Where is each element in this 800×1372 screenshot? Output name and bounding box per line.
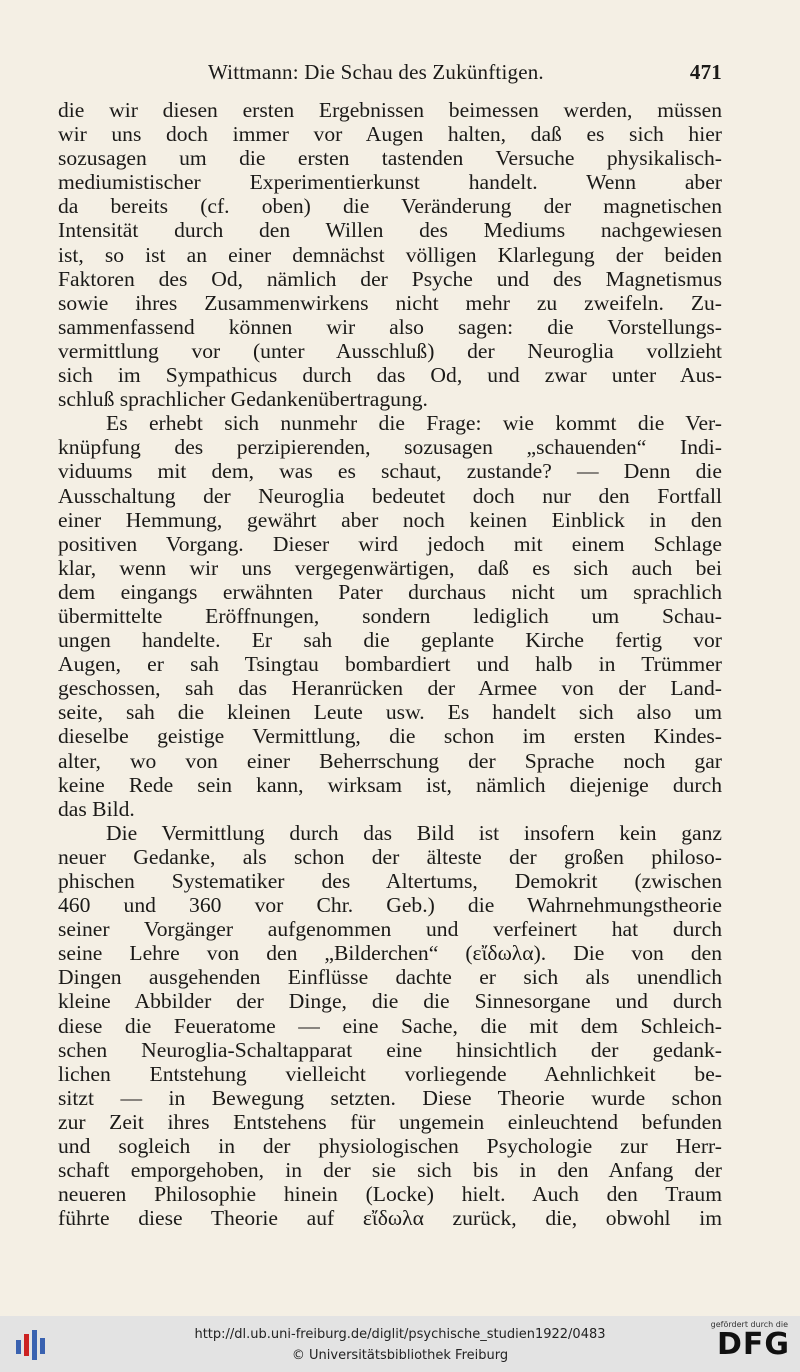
- text-line: Dingen ausgehenden Einflüsse dachte er sich als unendlich: [58, 965, 722, 990]
- text-line: ist, so ist an einer demnächst völligen Klarlegung der beiden: [58, 242, 722, 267]
- text-line: klar, wenn wir uns vergegenwärtigen, daß es sich auch bei: [58, 555, 722, 580]
- text-line: positiven Vorgang. Dieser wird jedoch mit einem Schlage: [58, 531, 722, 556]
- source-url-link[interactable]: http://dl.ub.uni-freiburg.de/diglit/psychische_studien1922/0483: [194, 1327, 606, 1342]
- text-line: knüpfung des perzipierenden, sozusagen „schauenden“ Indi-: [58, 435, 722, 460]
- text-line: Die Vermittlung durch das Bild ist insofern kein ganz: [106, 820, 722, 845]
- text-line: 460 und 360 vor Chr. Geb.) die Wahrnehmungstheorie: [58, 893, 722, 918]
- text-line: phischen Systematiker des Altertums, Demokrit (zwischen: [58, 869, 722, 893]
- text-line: sitzt — in Bewegung setzten. Diese Theorie wurde schon: [58, 1085, 722, 1110]
- text-line: vermittlung vor (unter Ausschluß) der Neuroglia vollzieht: [58, 338, 722, 363]
- viewer-footer: [0, 1316, 800, 1372]
- text-line: Augen, er sah Tsingtau bombardiert und halb in Trümmer: [58, 652, 722, 677]
- text-line: die wir diesen ersten Ergebnissen beimessen werden, müssen: [58, 98, 722, 122]
- text-line: diese die Feueratome — eine Sache, die mit dem Schleich-: [58, 1013, 722, 1038]
- text-line: mediumistischer Experimentierkunst handelt. Wenn aber: [58, 170, 722, 195]
- text-line: zur Zeit ihres Entstehens für ungemein einleuchtend befunden: [58, 1109, 722, 1134]
- text-line: keine Rede sein kann, wirksam ist, nämlich diejenige durch: [58, 772, 722, 797]
- text-line: kleine Abbilder der Dinge, die die Sinnesorgane und durch: [58, 989, 722, 1014]
- text-line: sowie ihres Zusammenwirkens nicht mehr zu zweifeln. Zu-: [58, 290, 722, 315]
- text-line: schaft emporgehoben, in der sie sich bis in den Anfang der: [58, 1158, 722, 1183]
- text-line: schen Neuroglia-Schaltapparat eine hinsichtlich der gedank-: [58, 1037, 722, 1062]
- text-line: sich im Sympathicus durch das Od, und zwar unter Aus-: [58, 363, 722, 388]
- text-line: da bereits (cf. oben) die Veränderung der magnetischen: [58, 194, 722, 219]
- funder-note: gefördert durch die: [710, 1320, 788, 1329]
- text-line: Intensität durch den Willen des Mediums nachgewiesen: [58, 218, 722, 243]
- copyright-text: © Universitätsbibliothek Freiburg: [291, 1348, 509, 1363]
- text-line: sozusagen um die ersten tastenden Versuche physikalisch-: [58, 146, 722, 171]
- text-line: und sogleich in der physiologischen Psychologie zur Herr-: [58, 1134, 722, 1159]
- text-line: lichen Entstehung vielleicht vorliegende Aehnlichkeit be-: [58, 1061, 722, 1086]
- text-line: seine Lehre von den „Bilderchen“ (εἴδωλα). Die von den: [58, 941, 722, 966]
- text-line: Faktoren des Od, nämlich der Psyche und des Magnetismus: [58, 266, 722, 291]
- text-line: seiner Vorgänger aufgenommen und verfeinert hat durch: [58, 917, 722, 942]
- text-line: einer Hemmung, gewährt aber noch keinen Einblick in den: [58, 507, 722, 532]
- text-line: dieselbe geistige Vermittlung, die schon im ersten Kindes-: [58, 724, 722, 749]
- text-line: seite, sah die kleinen Leute usw. Es handelt sich also um: [58, 700, 722, 725]
- text-line: sammenfassend können wir also sagen: die Vorstellungs-: [58, 314, 722, 339]
- text-line: geschossen, sah das Heranrücken der Armee von der Land-: [58, 676, 722, 701]
- body-text: [58, 98, 722, 1230]
- text-line: das Bild.: [58, 796, 135, 821]
- text-line: ungen handelte. Er sah die geplante Kirche fertig vor: [58, 628, 722, 653]
- running-header: [58, 60, 722, 90]
- text-line: Es erhebt sich nunmehr die Frage: wie kommt die Ver-: [106, 411, 722, 436]
- text-line: viduums mit dem, was es schaut, zustande? — Denn die: [58, 459, 722, 484]
- page-number: 471: [689, 60, 722, 84]
- text-line: Ausschaltung der Neuroglia bedeutet doch nur den Fortfall: [58, 483, 722, 508]
- text-line: dem eingangs erwähnten Pater durchaus nicht um sprachlich: [58, 579, 722, 604]
- text-line: führte diese Theorie auf εἴδωλα zurück, die, obwohl im: [58, 1206, 722, 1231]
- text-line: übermittelte Eröffnungen, sondern lediglich um Schau-: [58, 603, 722, 628]
- dfg-logo[interactable]: [698, 1320, 790, 1368]
- dfg-logo-text: DFG: [716, 1327, 790, 1362]
- text-line: alter, wo von einer Beherrschung der Sprache noch gar: [58, 748, 722, 773]
- text-line: neueren Philosophie hinein (Locke) hielt. Auch den Traum: [58, 1182, 722, 1207]
- text-line: wir uns doch immer vor Augen halten, daß es sich hier: [58, 122, 722, 147]
- text-line: neuer Gedanke, als schon der älteste der großen philoso-: [58, 844, 722, 869]
- running-title: Wittmann: Die Schau des Zukünftigen.: [208, 60, 544, 84]
- text-line: schluß sprachlicher Gedankenübertragung.: [58, 387, 428, 412]
